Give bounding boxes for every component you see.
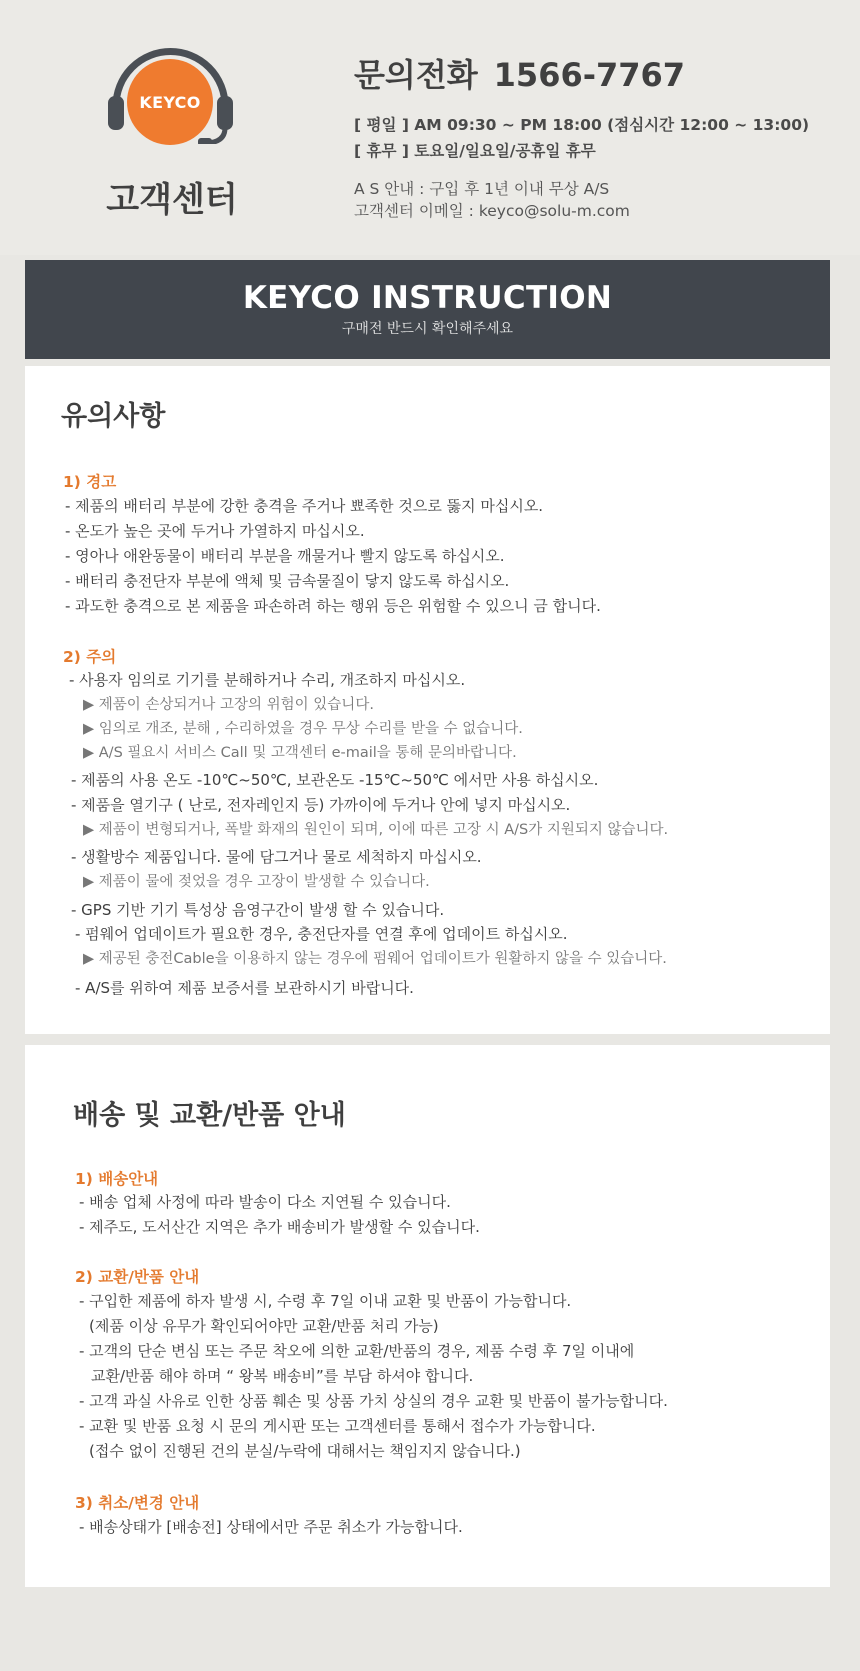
caution-item: - A/S를 위하여 제품 보증서를 보관하시기 바랍니다.	[75, 979, 414, 997]
hours-holiday: [ 휴무 ] 토요일/일요일/공휴일 휴무	[354, 142, 596, 160]
caution-item: - 제품을 열기구 ( 난로, 전자레인지 등) 가까이에 두거나 안에 넣지 마십시오.	[71, 796, 571, 814]
delivery-item: - 배송 업체 사정에 따라 발송이 다소 지연될 수 있습니다.	[79, 1193, 451, 1211]
warning-item: - 제품의 배터리 부분에 강한 충격을 주거나 뾰족한 것으로 뚫지 마십시오.	[65, 497, 544, 515]
exchange-item: (제품 이상 유무가 확인되어야만 교환/반품 처리 가능)	[89, 1317, 439, 1335]
caution-subitem: ▶ 제품이 손상되거나 고장의 위험이 있습니다.	[83, 697, 374, 713]
delivery-item: - 제주도, 도서산간 지역은 추가 배송비가 발생할 수 있습니다.	[79, 1218, 480, 1236]
caution-subitem: ▶ 제품이 물에 젖었을 경우 고장이 발생할 수 있습니다.	[83, 874, 430, 890]
keyco-logo: KEYCO	[127, 59, 213, 145]
notice-title: 유의사항	[61, 401, 166, 432]
customer-center-logo	[106, 44, 238, 220]
support-email: 고객센터 이메일 : keyco@solu-m.com	[354, 202, 630, 220]
customer-center-title: 고객센터	[106, 180, 238, 220]
warning-item: - 온도가 높은 곳에 두거나 가열하지 마십시오.	[65, 522, 365, 540]
exchange-item: - 고객 과실 사유로 인한 상품 훼손 및 상품 가치 상실의 경우 교환 및 반품이 불가능합니다.	[79, 1392, 668, 1410]
instruction-banner	[25, 260, 830, 359]
phone-line	[354, 50, 809, 96]
phone-number[interactable]: 1566-7767	[493, 56, 686, 94]
cancel-heading: 3) 취소/변경 안내	[75, 1494, 200, 1512]
shipping-card	[25, 1045, 830, 1587]
caution-heading: 2) 주의	[63, 648, 117, 666]
phone-label: 문의전화	[354, 56, 478, 94]
caution-item: - 사용자 임의로 기기를 분해하거나 수리, 개조하지 마십시오.	[69, 671, 466, 689]
caution-item: - 생활방수 제품입니다. 물에 담그거나 물로 세척하지 마십시오.	[71, 848, 482, 866]
hours-weekday: [ 평일 ] AM 09:30 ~ PM 18:00 (점심시간 12:00 ~ 13:00)	[354, 116, 810, 134]
header	[0, 0, 860, 255]
warning-item: - 배터리 충전단자 부분에 액체 및 금속물질이 닿지 않도록 하십시오.	[65, 572, 510, 590]
caution-subitem: ▶ A/S 필요시 서비스 Call 및 고객센터 e-mail을 통해 문의바랍니다.	[83, 745, 517, 761]
exchange-item: - 구입한 제품에 하자 발생 시, 수령 후 7일 이내 교환 및 반품이 가능합니다.	[79, 1292, 572, 1310]
as-info: A S 안내 : 구입 후 1년 이내 무상 A/S	[354, 180, 610, 198]
exchange-item: - 고객의 단순 변심 또는 주문 착오에 의한 교환/반품의 경우, 제품 수령 후 7일 이내에	[79, 1342, 635, 1360]
exchange-item: - 교환 및 반품 요청 시 문의 게시판 또는 고객센터를 통해서 접수가 가능합니다.	[79, 1417, 596, 1435]
cancel-item: - 배송상태가 [배송전] 상태에서만 주문 취소가 가능합니다.	[79, 1518, 463, 1536]
caution-subitem: ▶ 임의로 개조, 분해 , 수리하였을 경우 무상 수리를 받을 수 없습니다.	[83, 721, 523, 737]
caution-item: - 펌웨어 업데이트가 필요한 경우, 충전단자를 연결 후에 업데이트 하십시오.	[75, 925, 568, 943]
exchange-item: (접수 없이 진행된 건의 분실/누락에 대해서는 책임지지 않습니다.)	[89, 1442, 521, 1460]
caution-subitem: ▶ 제품이 변형되거나, 폭발 화재의 원인이 되며, 이에 따른 고장 시 A/S가 지원되지 않습니다.	[83, 822, 669, 838]
caution-item: - 제품의 사용 온도 -10℃~50℃, 보관온도 -15℃~50℃ 에서만 사용 하십시오.	[71, 771, 599, 789]
warning-item: - 과도한 충격으로 본 제품을 파손하려 하는 행위 등은 위험할 수 있으니 금 합니다.	[65, 597, 601, 615]
banner-subtitle: 구매전 반드시 확인해주세요	[341, 321, 514, 337]
warning-heading: 1) 경고	[63, 473, 117, 491]
banner-title: KEYCO INSTRUCTION	[242, 280, 613, 316]
shipping-title: 배송 및 교환/반품 안내	[73, 1100, 346, 1131]
caution-item: - GPS 기반 기기 특성상 음영구간이 발생 할 수 있습니다.	[71, 901, 445, 919]
delivery-heading: 1) 배송안내	[75, 1170, 159, 1188]
exchange-heading: 2) 교환/반품 안내	[75, 1268, 200, 1286]
exchange-item: 교환/반품 해야 하며 “ 왕복 배송비”를 부담 하셔야 합니다.	[91, 1367, 474, 1385]
notice-card	[25, 366, 830, 1034]
caution-subitem: ▶ 제공된 충전Cable을 이용하지 않는 경우에 펌웨어 업데이트가 원활하지 않을 수 있습니다.	[83, 951, 667, 967]
contact-info	[354, 50, 809, 222]
warning-item: - 영아나 애완동물이 배터리 부분을 깨물거나 빨지 않도록 하십시오.	[65, 547, 505, 565]
